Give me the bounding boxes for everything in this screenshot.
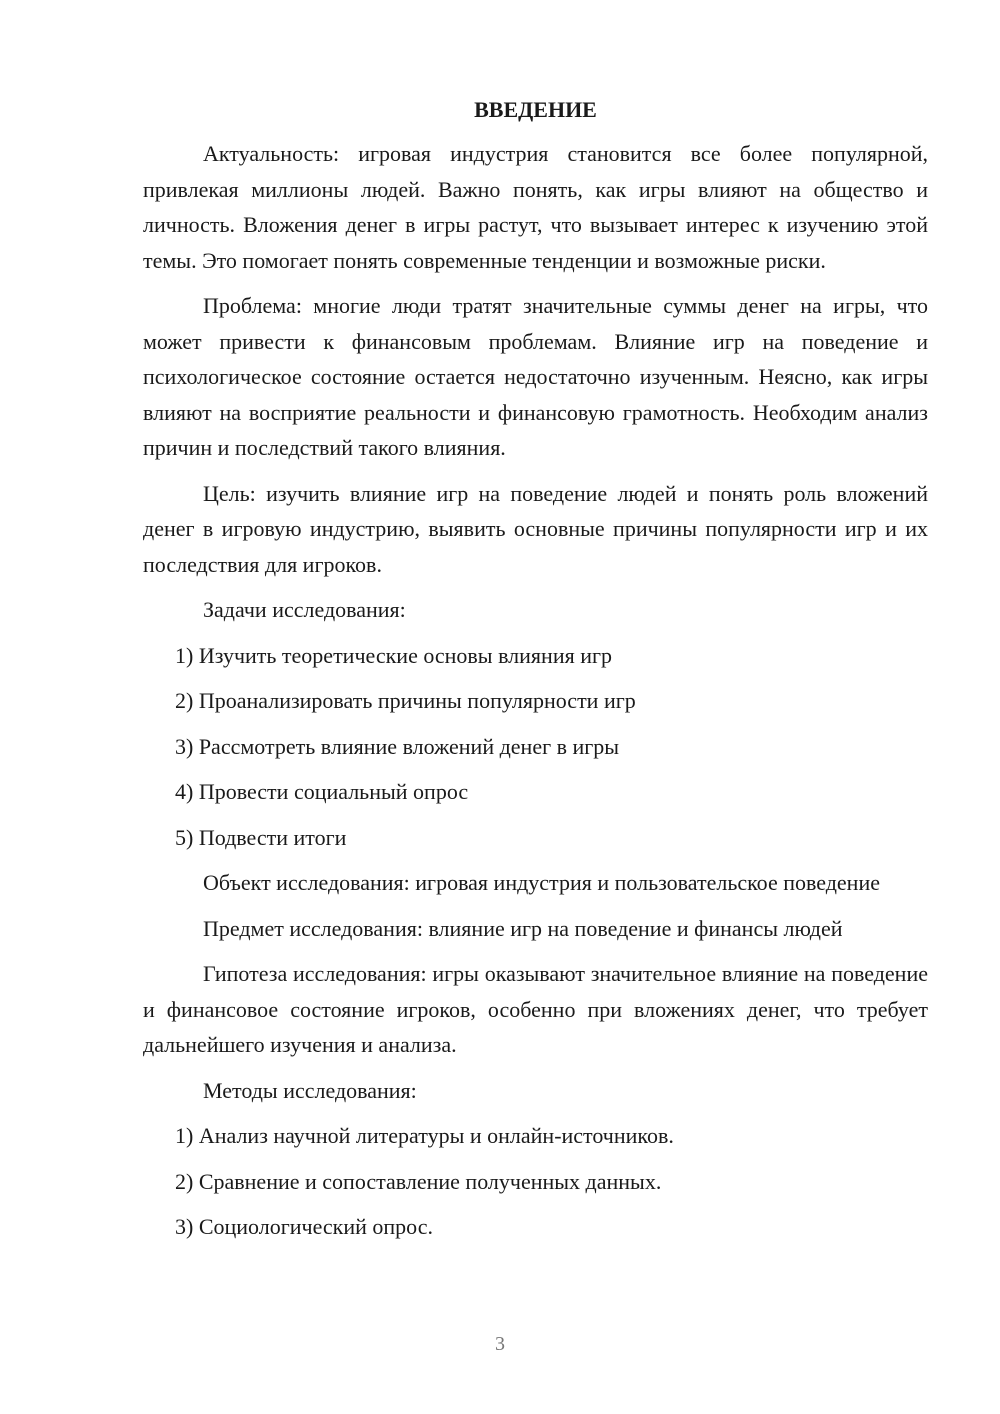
relevance-paragraph: Актуальность: игровая индустрия становится все более популярной, привлекая миллионы людей. Важно понять, как игры влияют на общество и личность. Вложения денег в игры растут, что вызывает интерес к изучению этой темы. Это помогает понять современные тенденции и возможные риски. bbox=[143, 141, 928, 273]
page-content bbox=[143, 92, 928, 1255]
list-item: 3) Рассмотреть влияние вложений денег в игры bbox=[175, 733, 620, 759]
list-item: 3) Социологический опрос. bbox=[175, 1214, 433, 1239]
list-item: 5) Подвести итоги bbox=[175, 824, 347, 850]
list-item: 2) Проанализировать причины популярности игр bbox=[175, 688, 636, 713]
subject-paragraph: Предмет исследования: влияние игр на поведение и финансы людей bbox=[203, 915, 843, 941]
goal-paragraph: Цель: изучить влияние игр на поведение людей и понять роль вложений денег в игровую индустрию, выявить основные причины популярности игр и их последствия для игроков. bbox=[143, 480, 928, 577]
list-item: 2) Сравнение и сопоставление полученных данных. bbox=[175, 1168, 662, 1194]
page-number: 3 bbox=[495, 1333, 505, 1355]
hypothesis-paragraph: Гипотеза исследования: игры оказывают значительное влияние на поведение и финансовое состояние игроков, особенно при вложениях денег, что требует дальнейшего изучения и анализа. bbox=[143, 961, 928, 1057]
tasks-heading: Задачи исследования: bbox=[203, 597, 406, 622]
section-title: ВВЕДЕНИЕ bbox=[474, 97, 597, 122]
object-paragraph: Объект исследования: игровая индустрия и пользовательское поведение bbox=[203, 870, 880, 895]
list-item: 1) Изучить теоретические основы влияния игр bbox=[175, 642, 613, 668]
methods-list bbox=[143, 1118, 928, 1245]
tasks-list bbox=[143, 638, 928, 856]
methods-heading: Методы исследования: bbox=[203, 1077, 417, 1103]
list-item: 4) Провести социальный опрос bbox=[175, 779, 469, 804]
list-item: 1) Анализ научной литературы и онлайн-источников. bbox=[175, 1123, 674, 1148]
problem-paragraph: Проблема: многие люди тратят значительные суммы денег на игры, что может привести к финансовым проблемам. Влияние игр на поведение и психологическое состояние остается недостаточно изученным. Неясно, как игры влияют на восприятие реальности и финансовую грамотность. Необходим анализ причин и последствий такого влияния. bbox=[143, 293, 928, 460]
